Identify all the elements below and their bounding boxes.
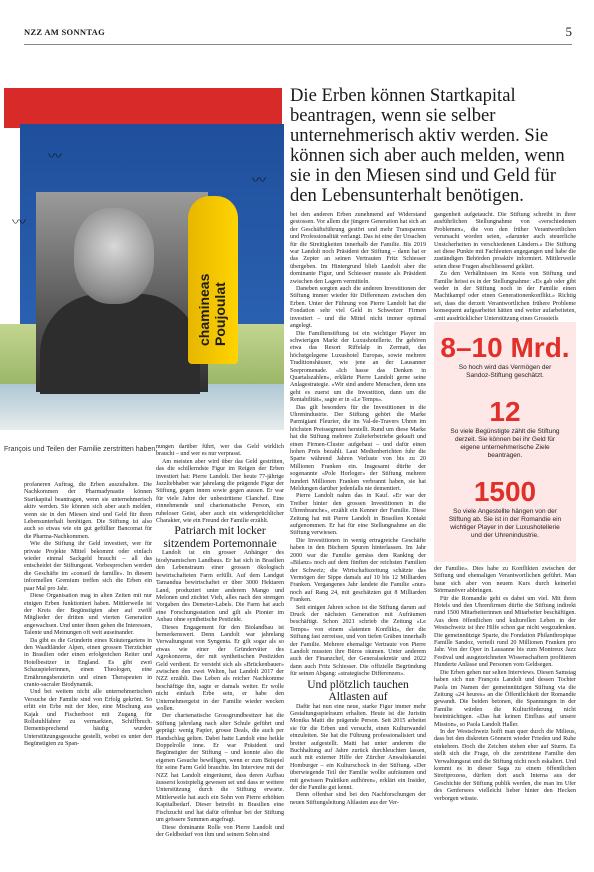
article-paragraph: Diese dominante Rolle von Pierre Landolt und der Geldbedarf von ihm und seinem Sohn sind: [156, 824, 284, 838]
article-paragraph: In der Westschweiz hofft man quer durch die Milieus, dass bei den diskreten Gönnern wieder Frieden und Ruhe einkehren. Doch die Zeichen stehen eher auf Sturm. Es stellt sich die Frage, ob die zerstrittene Familie den Verwaltungsrat und die Stiftung nicht noch eskaliert. Und kommt es in dieser Saga zu einem öffentlichen Streitprozess, dürften dort auch Interna aus der Geschichte der Stiftung publik werden, die man im Ufer des Genfersees vielleicht lieber hinter den Hecken verborgen wüsste.: [434, 728, 576, 802]
article-paragraph: Und bei weitem nicht alle unternehmerischen Versuche der Familie sind von Erfolg gekrönt. So erlitt ein Erbe mit der Idee, eine Mischung aus Kajak und Fischerboot mit Zugang für Rollstuhlfahrer zu vermarkten, Schiffbruch. Dementsprechend häufig wurden Unterstützungsgesuche gestellt, wobei es unter den Begünstigten zu Span-: [24, 689, 152, 748]
stat-number: 1500: [473, 476, 537, 507]
stat-number: 8–10 Mrd.: [440, 332, 570, 363]
stat-employees: [434, 476, 576, 540]
article-paragraph: Der charismatische Grossgrundbesitzer hat die Stiftung jahrelang nach alter Schule geführt und geprägt: wenig Papier, grosse Deals, die auch per Handschlag gelten. Dabei hatte Landolt eine heikle Doppelrolle inne. Er war Präsident und Begünstigter der Stiftung – und konnte also die eigenen Gesuche bewilligen, wenn er zum Beispiel für seine Farm Geld brauchte. Im Interview mit der NZZ hat Landolt eingeräumt, dass deren Aufbau äusserst kostspielig gewesen sei und dass er weitere Unterstützung durch die Stiftung erwarte. Mittlerweile hat auch ein Sohn von Pierre erhöhten Kapitalbedarf. Dieser betreibt in Brasilien eine Fischzucht und hat dafür offenbar bei der Stiftung um grössere Summen angefragt.: [156, 713, 284, 824]
text-column-1: [24, 482, 152, 854]
page-number: 5: [565, 24, 572, 39]
text-column-3: [290, 212, 426, 854]
text-column-5: [434, 566, 576, 854]
article-paragraph: der Familie». Dies habe zu Konflikten zwischen der Stiftung und ehemaligen Verantwortlichen geführt. Man baue sich aber von neuem Kurs durch keinerlei Störmanöver abbringen.: [434, 566, 576, 595]
article-paragraph: gangenheit aufgetaucht. Die Stiftung schreibt in ihrer ausführlichen Stellungnahme von «verschiedenen Problemen», die von den früher Verantwortlichen verursacht worden seien, «darunter auch steuerliche Unsicherheiten in verschiedenen Ländern.» Die Stiftung sei diese Punkte mit Fachleuten angegangen und habe die zuständigen Behörden proaktiv informiert. Mittlerweile seien diese Fragen abschliessend geklärt.: [434, 212, 576, 270]
subheading: Patriarch mit locker sitzendem Portemonnaie: [163, 525, 277, 550]
header-rule: [24, 44, 572, 45]
stats-box: [434, 322, 576, 562]
article-paragraph: nungen darüber führt, wer das Geld wirklich braucht – und wer es nur verprasst.: [156, 444, 284, 458]
text-column-4: [434, 212, 576, 322]
article-paragraph: Da gibt es die Gründerin eines Kräutergartens in den Waadtländer Alpen, einen grossen Tierzüchter in Brasilien oder einen erfolgreichen Reiter und Hotelbesitzer in England. Es gibt zwei Schauspielerinnen, einen Theologen, eine Ernährungsberaterin und einen Therapeuten in cranio-sacraler Biodynamik.: [24, 637, 152, 688]
article-paragraph: Diese Organisation mag in alten Zeiten mit nur einigen Erben funktioniert haben. Mittlerweile ist der Kreis der Begünstigten aber auf zwölf Mitglieder der dritten und vierten Generation angewachsen. Und unter ihnen gehen die Interessen, Talente und Meinungen oft weit auseinander.: [24, 593, 152, 637]
article-paragraph: Daneben sorgten auch die anderen Investitionen der Stiftung immer wieder für Differenzen zwischen den Erben. Unter der Führung von Pierre Landolt hat die Fondation sehr viel Geld in Schweizer Firmen investiert – und die Mittel nicht immer optimal angelegt.: [290, 286, 426, 330]
article-paragraph: Am meisten aber wird über das Geld gestritten, das die schillerndste Figur im Reigen der Erben investiert hat: Pierre Landolt. Der heute 77-jährige Jazzliebhaber war jahrelang die prägende Figur der Stiftung, gegen innen sowie gegen aussen. Er war für viele Jahre der unbestrittene Clanchef. Eine einnehmende und charismatische Person, ein ruheloser Geist, aber auch ein widersprüchlicher Charakter, wie ein Freund der Familie erzählt.: [156, 458, 284, 525]
bird-icon: 〰: [12, 216, 26, 231]
article-paragraph: Seit einigen Jahren schon ist die Stiftung darum auf Druck der nächsten Generation mit Aufräumen beschäftigt. Schon 2021 schrieb die Zeitung «Le Temps» von einem «latenten Konflikt», der die Stiftung fast zerreisse, und von tiefen Gräben innerhalb der Familie. Mehrere ehemalige Vertraute von Pierre Landolt mussten ihre Büros räumen. Unter anderem auch der Finanzchef, der Generalsekretär und 2022 dann auch Fritz Schiesser. Die offizielle Begründung für seinen Abgang: «strategische Differenzen».: [290, 604, 426, 678]
stat-beneficiaries: [434, 396, 576, 460]
article-paragraph: bei den anderen Erben zunehmend auf Widerstand gestossen. Vor allem die jüngere Generation hat sich an der Geschäftsführung gestört und mehr Transparenz und Professionalität verlangt. Das ist eine der Ursachen für die Streitigkeiten innerhalb der Familie. Bis 2019 war Landolt noch Präsident der Stiftung – dann hat er das Zepter an seinen Vertrauten Fritz Schiesser übergeben. Im Hintergrund blieb Landolt aber die dominante Figur, und Schiesser musste als Präsident zwischen den Lagern vermitteln.: [290, 212, 426, 285]
article-paragraph: Die Erben gehen nur selten Interviews. Diesen Samstag haben sich nun François Landolt und dessen Tochter Paola im Namen der gemeinnützigen Stiftung via die Zeitung «24 heures» an die Öffentlichkeit der Romandie gewandt. Die beiden betonen, die Spannungen in der Familie würden die Kulturförderung nicht beeinträchtigen. «Das hat keinen Einfluss auf unsere Mission», so Paola Landolt Haller.: [434, 669, 576, 728]
stat-label: So viele Begünstigte zählt die Stiftung derzeit. Sie können bei ihr Geld für eigene unternehmerische Ziele beantragen.: [450, 428, 560, 459]
article-paragraph: Dieses Engagement für den Biolandbau ist bemerkenswert. Denn Landolt war jahrelang Verwaltungsrat von Syngenta. Er gilt sogar als so etwas wie einer der Gründerväter des Agrokonzerns, der mit synthetischen Pestiziden Geld verdient. Er versteht sich als «Brückenbauer» zwischen den zwei Welten, hat Landolt 2017 der NZZ erzählt. Das Leben als reicher Nachkomme beschäftige ihn, sagte er damals weiter. Er wolle nicht einfach Erbe sein, er habe den Unternehmergeist in der Familie wieder wecken wollen.: [156, 624, 284, 712]
article-paragraph: Landolt ist ein grosser Anhänger des biodynamischen Landbaus. Er hat sich in Brasilien den Lebenstraum einer grossen ökologisch bewirtschafteten Farm erfüllt. Auf dem Landgut Tamandua bewirtschaftet er über 3000 Hektaren Land, produziert unter anderem Mango und Melonen und züchtet Vieh, alles nach den strengen Vorgaben des Demeter-Labels. Die Farm hat auch eine Forschungsstation und gilt als Pionier im Anbau ohne synthetische Pestizide.: [156, 550, 284, 624]
article-paragraph: Die Familienstiftung ist ein wichtiger Player im schwierigen Markt der Luxushotellerie. Ihr gehören etwa das Resort Riffelalp in Zermatt, das höchstgelegene Luxushotel Europas, sowie mehrere Traditionshäuser, wie jene an der Lausanner Seepromenade. «Ich hasse das Denken in Quartalszahlen», erklärte Pierre Landolt gerne seine Anlagestrategie. «Wir sind andere Menschen, denn uns geht es zuerst um die Investition, dann um die Rentabilität», sagte er in «Le Temps».: [290, 330, 426, 404]
sail-lettering: chamineas Poujoulat: [196, 273, 228, 346]
article-paragraph: Dafür hat nun eine neue, starke Figur immer mehr Gestaltungsspielraum erhalten. Heute ist die Juristin Monika Matti die prägende Person. Seit 2015 arbeitet sie für die Erben und versucht, einen Kulturwandel einzuleiten. Sie hat die Führung professionalisiert und breiter aufgestellt. Matti hat unter anderem die Buchhaltung auf Jahre zurück durchleuchten lassen, auch mit externer Hilfe der Zürcher Anwaltskanzlei Homburger – ein Kulturschock in der Stiftung. «Der überwiegende Teil der Familie wollte aufräumen und mit gewissen Praktiken aufhören», erklärt ein Insider, der die Familie gut kennt.: [290, 703, 426, 792]
photo-collage: [0, 88, 284, 428]
subheading: Und plötzlich tauchen Altlasten auf: [307, 678, 409, 704]
portrait-shoulders: [40, 294, 200, 394]
photo-caption: François und Teilen der Familie zerstritten haben.: [4, 446, 158, 453]
article-paragraph: Denn offenbar sind bei den Nachforschungen der neuen Stiftungsleitung Altlasten aus der Ver-: [290, 792, 426, 806]
article-paragraph: Die Investitionen in wenig ertragreiche Geschäfte haben in den Büchern Spuren hinterlassen. Im Jahr 2000 war die Familie gemäss dem Ranking der «Bilanz» noch auf dem fünften der reichsten Familien der Schweiz; die Wirtschaftszeitung schätzte das Vermögen der Sippe damals auf 10 bis 12 Milliarden Franken. Vergangenes Jahr landete die Familie «nur» noch auf Rang 24, mit geschätzten gut 8 Milliarden Franken.: [290, 537, 426, 604]
red-paper-strip: [4, 88, 282, 128]
newspaper-name: NZZ AM SONNTAG: [24, 27, 106, 37]
article-paragraph: Für die Romandie geht es dabei um viel. Mit ihren Hotels und den Uhrenfirmen dürfte die Stiftung indirekt rund 1500 Mitarbeiterinnen und Mitarbeiter beschäftigen. Aus dem öffentlichen und kulturellen Leben in der Westschweiz ist ihre Hilfe schon gar nicht wegzudenken. Die gemeinnützige Sparte, die Fondation Philanthropique Famille Sandoz, verteilt rund 20 Millionen Franken pro Jahr. Von der Oper in Lausanne bis zum Montreux Jazz Festival und ausgezeichneten Wissenschaftern profitieren Hunderte Anlässe und Personen vom Geldsegen.: [434, 595, 576, 669]
text-column-2: [156, 444, 284, 854]
article-paragraph: profaneren Auftrag, die Erben auszuhalten. Die Nachkommen der Pharmadynastie können Startkapital beantragen, wenn sie unternehmerisch aktiv werden. Sie können sich aber auch melden, wenn sie in den Miesen sind und Geld für ihren Lebensunterhalt benötigen. Die Stiftung ist also auch so etwas wie ein gut gefüllter Bancomat für die Pharma-Nachkommen.: [24, 482, 152, 540]
stat-number: 12: [489, 396, 521, 427]
bird-icon: 〰: [252, 174, 266, 189]
article-paragraph: Das gilt besonders für die Investitionen in die Uhrenindustrie. Der Stiftung gehört die Marke Parmigiani Fleurier, die im Val-de-Travers Uhren im höchsten Preissegment herstellt. Rund um diese Marke hat die Stiftung mehrere Zulieferbetriebe gekauft und einen Firmen-Cluster aufgebaut – und dafür einen hohen Preis bezahlt. Laut Medienberichten fuhr die Sparte während Jahren Verluste von bis zu 20 Millionen Franken ein. Insgesamt dürfte der sogenannte «Pole Horloger» der Stiftung mehrere hundert Millionen Franken verbrannt haben, sie hat Meldungen darüber jedenfalls nie dementiert.: [290, 404, 426, 493]
bird-icon: 〰: [48, 150, 62, 165]
article-paragraph: Zu den Verhältnissen im Kreis von Stiftung und Familie heisst es in der Stellungnahme: «Es gab oder gibt weder in der Stiftung noch in der Familie einen Machtkampf oder einen Generationenkonflikt.» Richtig sei, dass die derzeit Verantwortlichen frühere Probleme konsequent aufgearbeitet hätten und weiter aufarbeiteten, «mit ausdrücklicher Unterstützung eines Grossteils: [434, 271, 576, 322]
stat-wealth: [434, 332, 576, 380]
portrait-head: [74, 208, 154, 304]
stat-label: So hoch wird das Vermögen der Sandoz-Stiftung geschätzt.: [458, 364, 552, 379]
article-paragraph: Pierre Landolt nahm das in Kauf. «Er war der Treiber hinter den grossen Investitionen in die Uhrenbranche», erzählt ein Kenner der Familie. Diese Zeitung hat mit Pierre Landolt in Brasilien Kontakt aufgenommen. Er hat für eine Stellungnahme an die Stiftung verwiesen.: [290, 493, 426, 537]
stat-label: So viele Angestellte hängen von der Stiftung ab. Sie ist in der Romandie ein wichtiger Player in der Luxushotellerie und der Uhrenindustrie.: [448, 508, 562, 539]
article-paragraph: Wie die Stiftung ihr Geld investiert, wer für private Projekte Mittel bekommt oder einfach wieder einmal Sackgeld braucht – all das entscheidet der Stiftungsrat. Vorbesprochen werden die Geschäfte im «conseil de famille». In diesem informellen Gremium treffen sich die Erben ein paar Mal pro Jahr.: [24, 541, 152, 592]
headline: Die Erben können Startkapital beantragen, wenn sie selber unternehmerisch aktiv werden. Sie können sich aber auch melden, wenn sie in den Miesen sind und Geld für den Lebensunterhalt benötigen.: [290, 85, 565, 206]
